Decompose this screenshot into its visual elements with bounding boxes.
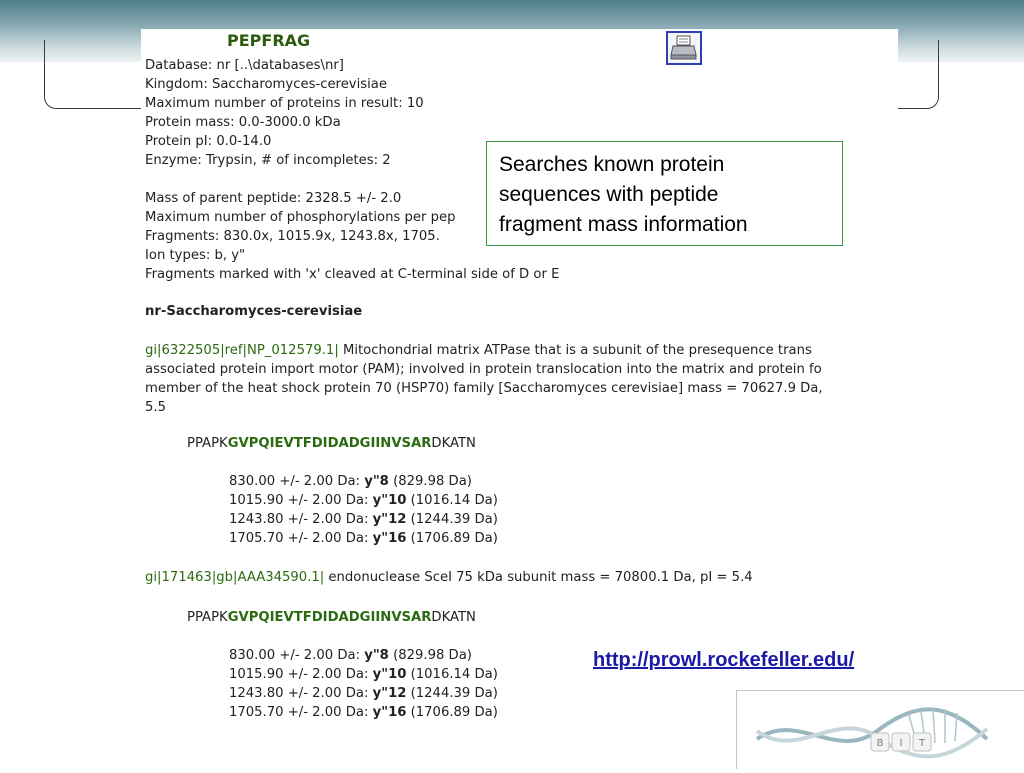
hit-1-sequence xyxy=(187,435,476,453)
frag-ion: y"12 xyxy=(372,512,407,527)
hit-2-line-1 xyxy=(145,569,753,587)
logo-letter-i xyxy=(892,733,910,751)
callout-box xyxy=(486,141,843,246)
param-max-phospho: Maximum number of phosphorylations per pep xyxy=(145,210,456,225)
frag-ion: y"16 xyxy=(372,705,407,720)
prowl-link[interactable]: http://prowl.rockefeller.edu/ xyxy=(593,649,855,671)
frag-ion: y"12 xyxy=(372,686,407,701)
page-title: PEPFRAG xyxy=(227,31,311,50)
hit-2-frag-1 xyxy=(229,647,472,665)
seq-prefix: PPAPK xyxy=(187,436,228,451)
frag-observed: 1015.90 +/- 2.00 Da: xyxy=(229,493,373,508)
bit-logo xyxy=(736,690,1024,769)
hit-1-frag-4 xyxy=(229,530,498,548)
param-protein-mass: Protein mass: 0.0-3000.0 kDa xyxy=(145,115,341,130)
hit-1-link[interactable]: gi|6322505|ref|NP_012579.1| xyxy=(145,343,339,358)
hit-2-frag-4 xyxy=(229,704,498,722)
hit-1-frag-3 xyxy=(229,511,498,529)
hit-2-frag-3 xyxy=(229,685,498,703)
svg-text:B: B xyxy=(876,738,884,749)
svg-text:T: T xyxy=(918,738,926,749)
param-database: Database: nr [..\databases\nr] xyxy=(145,58,344,73)
svg-text:I: I xyxy=(899,738,903,749)
hit-1-frag-1 xyxy=(229,473,472,491)
hit-2-link[interactable]: gi|171463|gb|AAA34590.1| xyxy=(145,570,325,585)
param-fragments: Fragments: 830.0x, 1015.9x, 1243.8x, 1705. xyxy=(145,229,440,244)
logo-letter-b xyxy=(871,733,889,751)
param-enzyme: Enzyme: Trypsin, # of incompletes: 2 xyxy=(145,153,391,168)
frag-ion: y"10 xyxy=(372,667,407,682)
frag-observed: 1705.70 +/- 2.00 Da: xyxy=(229,705,373,720)
dna-helix-logo xyxy=(737,691,1024,769)
frag-observed: 1705.70 +/- 2.00 Da: xyxy=(229,531,373,546)
frag-observed: 1015.90 +/- 2.00 Da: xyxy=(229,667,373,682)
hit-1-frag-2 xyxy=(229,492,498,510)
section-title: nr-Saccharomyces-cerevisiae xyxy=(145,304,363,319)
param-ion-types: Ion types: b, y" xyxy=(145,248,246,263)
param-kingdom: Kingdom: Saccharomyces-cerevisiae xyxy=(145,77,388,92)
hit-1-desc-line-4: 5.5 xyxy=(145,400,166,415)
seq-suffix: DKATN xyxy=(431,610,476,625)
frag-observed: 830.00 +/- 2.00 Da: xyxy=(229,474,365,489)
param-fragment-note: Fragments marked with 'x' cleaved at C-terminal side of D or E xyxy=(145,267,560,282)
frag-calc: (829.98 Da) xyxy=(388,648,472,663)
frag-observed: 830.00 +/- 2.00 Da: xyxy=(229,648,365,663)
frag-observed: 1243.80 +/- 2.00 Da: xyxy=(229,686,373,701)
callout-line-2: sequences with peptide xyxy=(499,183,719,206)
frag-calc: (1706.89 Da) xyxy=(406,705,498,720)
seq-suffix: DKATN xyxy=(431,436,476,451)
frag-observed: 1243.80 +/- 2.00 Da: xyxy=(229,512,373,527)
frag-calc: (1244.39 Da) xyxy=(406,512,498,527)
frag-ion: y"10 xyxy=(372,493,407,508)
frag-ion: y"8 xyxy=(364,648,389,663)
hit-1-desc-line-3: member of the heat shock protein 70 (HSP70) family [Saccharomyces cerevisiae] mass = 70627.9 Da, xyxy=(145,381,823,396)
callout-line-1: Searches known protein xyxy=(499,153,725,176)
seq-match: GVPQIEVTFDIDADGIINVSAR xyxy=(227,436,432,451)
printer-icon xyxy=(668,33,700,63)
seq-prefix: PPAPK xyxy=(187,610,228,625)
param-parent-mass: Mass of parent peptide: 2328.5 +/- 2.0 xyxy=(145,191,402,206)
hit-1-line-1 xyxy=(145,342,812,360)
hit-2-frag-2 xyxy=(229,666,498,684)
param-max-proteins: Maximum number of proteins in result: 10 xyxy=(145,96,424,111)
frag-calc: (829.98 Da) xyxy=(388,474,472,489)
frag-calc: (1016.14 Da) xyxy=(406,493,498,508)
hit-1-desc: Mitochondrial matrix ATPase that is a subunit of the presequence trans xyxy=(338,343,812,358)
hit-1-desc-line-2: associated protein import motor (PAM); involved in protein translocation into the matrix and protein fo xyxy=(145,362,822,377)
param-protein-pi: Protein pI: 0.0-14.0 xyxy=(145,134,272,149)
hit-2-desc: endonuclease SceI 75 kDa subunit mass = 70800.1 Da, pI = 5.4 xyxy=(324,570,753,585)
frag-ion: y"8 xyxy=(364,474,389,489)
frag-calc: (1706.89 Da) xyxy=(406,531,498,546)
logo-letter-t xyxy=(913,733,931,751)
frag-calc: (1016.14 Da) xyxy=(406,667,498,682)
frag-ion: y"16 xyxy=(372,531,407,546)
print-button[interactable] xyxy=(666,31,702,65)
hit-2-sequence xyxy=(187,609,476,627)
frag-calc: (1244.39 Da) xyxy=(406,686,498,701)
seq-match: GVPQIEVTFDIDADGIINVSAR xyxy=(227,610,432,625)
callout-line-3: fragment mass information xyxy=(499,213,748,236)
